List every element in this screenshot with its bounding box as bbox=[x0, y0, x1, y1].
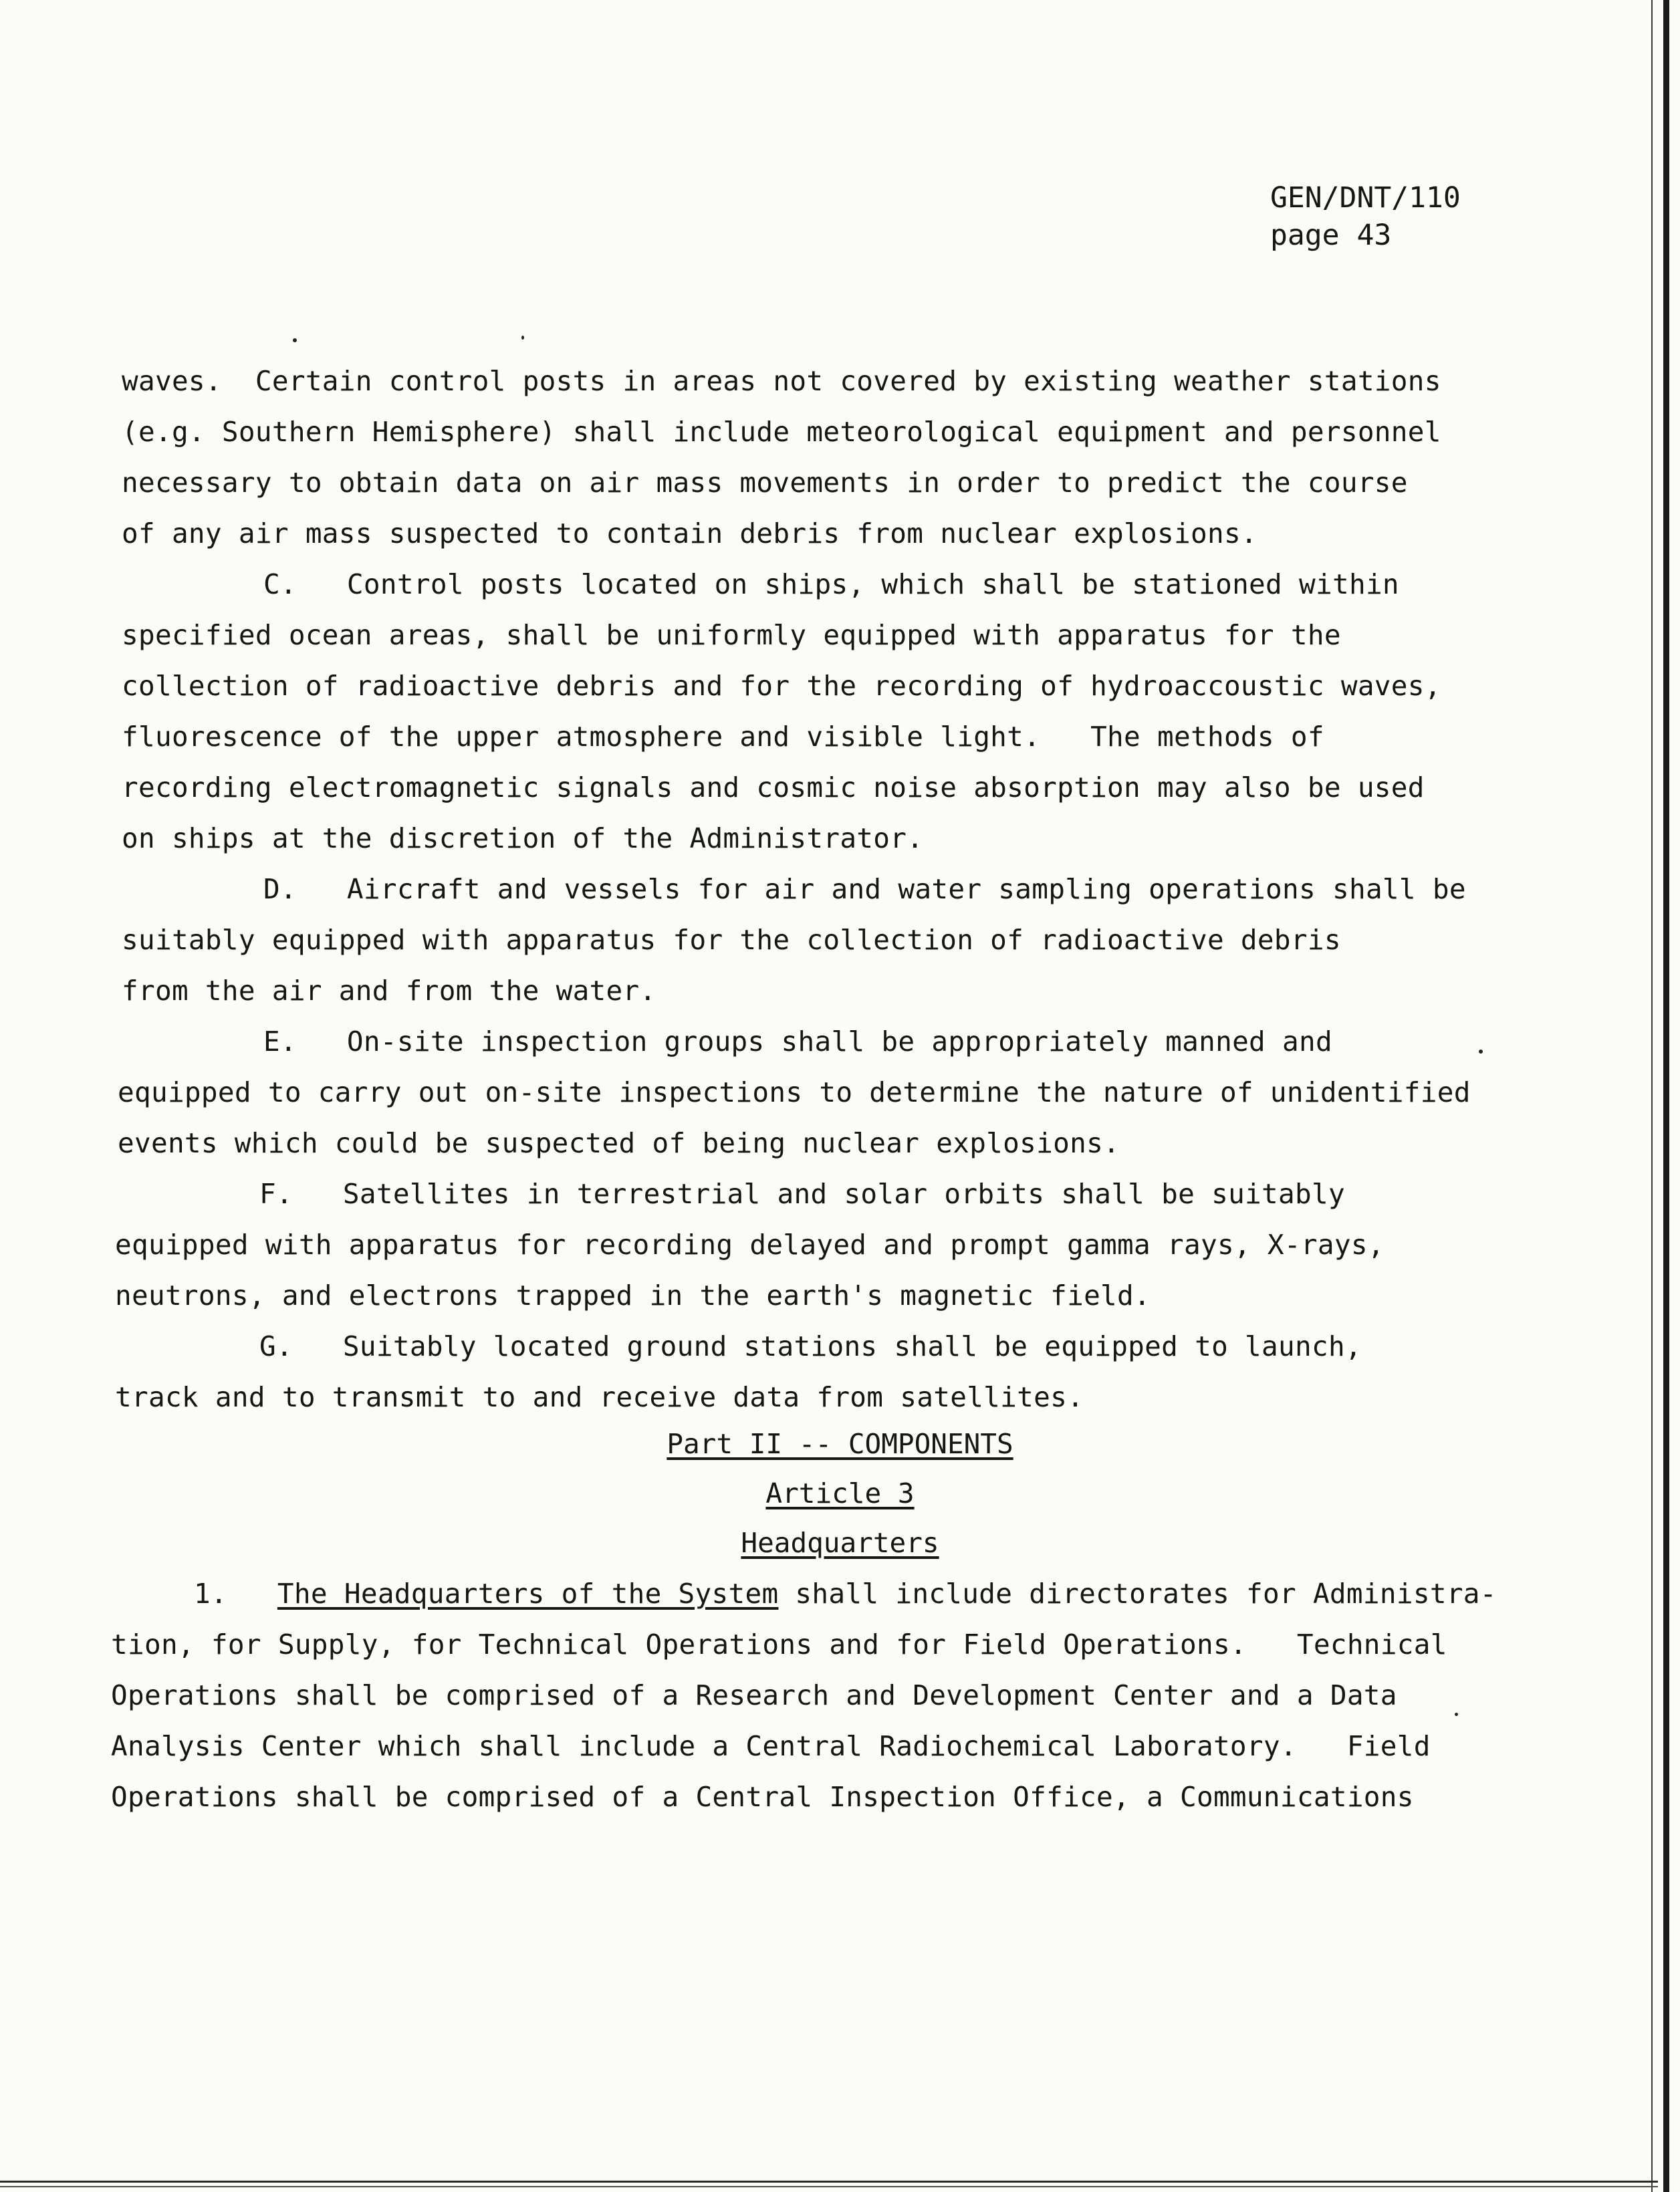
text-line: tion, for Supply, for Technical Operations and for Field Operations. Technical bbox=[111, 1628, 1447, 1661]
scan-edge-right-thin bbox=[1651, 0, 1653, 2192]
document-id: GEN/DNT/110 bbox=[1270, 181, 1461, 215]
text-line: of any air mass suspected to contain debris from nuclear explosions. bbox=[122, 517, 1257, 550]
text-line: collection of radioactive debris and for the recording of hydroaccoustic waves, bbox=[122, 670, 1441, 702]
text-line: on ships at the discretion of the Administrator. bbox=[122, 822, 924, 854]
text-line: recording electromagnetic signals and cosmic noise absorption may also be used bbox=[122, 771, 1425, 804]
text-line: waves. Certain control posts in areas not covered by existing weather stations bbox=[122, 365, 1441, 397]
scan-speck bbox=[521, 336, 524, 340]
scan-edge-bottom-secondary bbox=[0, 2186, 1658, 2187]
article-heading-text: Article 3 bbox=[765, 1477, 915, 1509]
text-line: specified ocean areas, shall be uniformly equipped with apparatus for the bbox=[122, 619, 1341, 651]
text-line: E. On-site inspection groups shall be appropriately manned and bbox=[263, 1025, 1332, 1058]
text-line: equipped with apparatus for recording delayed and prompt gamma rays, X-rays, bbox=[115, 1229, 1385, 1261]
text-line: events which could be suspected of being nuclear explosions. bbox=[118, 1127, 1120, 1159]
document-reference bbox=[1270, 179, 1461, 254]
text-line: Analysis Center which shall include a Central Radiochemical Laboratory. Field bbox=[111, 1730, 1431, 1762]
page-number: page 43 bbox=[1270, 219, 1392, 252]
text-line: Operations shall be comprised of a Central Inspection Office, a Communications bbox=[111, 1781, 1414, 1813]
part-heading bbox=[0, 1427, 1680, 1461]
section-title-text: Headquarters bbox=[741, 1527, 939, 1559]
text-line: Operations shall be comprised of a Research and Development Center and a Data bbox=[111, 1679, 1397, 1711]
text-line: equipped to carry out on-site inspections to determine the nature of unidentified bbox=[118, 1076, 1471, 1108]
text-line: neutrons, and electrons trapped in the earth's magnetic field. bbox=[115, 1280, 1151, 1312]
section-number: 1. bbox=[194, 1578, 227, 1610]
text-line: track and to transmit to and receive data from satellites. bbox=[115, 1381, 1084, 1413]
text-line: necessary to obtain data on air mass movements in order to predict the course bbox=[122, 467, 1408, 499]
scan-edge-right bbox=[1663, 0, 1669, 2192]
article-heading bbox=[0, 1476, 1680, 1511]
scan-edge-bottom bbox=[0, 2181, 1658, 2183]
scan-speck bbox=[293, 338, 297, 342]
text-line: from the air and from the water. bbox=[122, 975, 656, 1007]
text-line: G. Suitably located ground stations shall be equipped to launch, bbox=[259, 1330, 1362, 1362]
text-fragment: shall include directorates for Administra- bbox=[778, 1578, 1497, 1610]
text-line: (e.g. Southern Hemisphere) shall include meteorological equipment and personnel bbox=[122, 416, 1441, 448]
defined-term: The Headquarters of the System bbox=[277, 1578, 779, 1610]
section-1-first-line bbox=[194, 1576, 1497, 1611]
text-line: D. Aircraft and vessels for air and water sampling operations shall be bbox=[263, 873, 1466, 905]
text-line: fluorescence of the upper atmosphere and visible light. The methods of bbox=[122, 721, 1324, 753]
text-line: C. Control posts located on ships, which shall be stationed within bbox=[263, 568, 1399, 600]
text-line: suitably equipped with apparatus for the collection of radioactive debris bbox=[122, 924, 1341, 956]
scan-speck bbox=[1455, 1713, 1458, 1716]
part-heading-text: Part II -- COMPONENTS bbox=[667, 1428, 1013, 1460]
section-title bbox=[0, 1526, 1680, 1560]
text-line: F. Satellites in terrestrial and solar orbits shall be suitably bbox=[259, 1178, 1345, 1210]
scan-speck bbox=[1479, 1050, 1483, 1054]
